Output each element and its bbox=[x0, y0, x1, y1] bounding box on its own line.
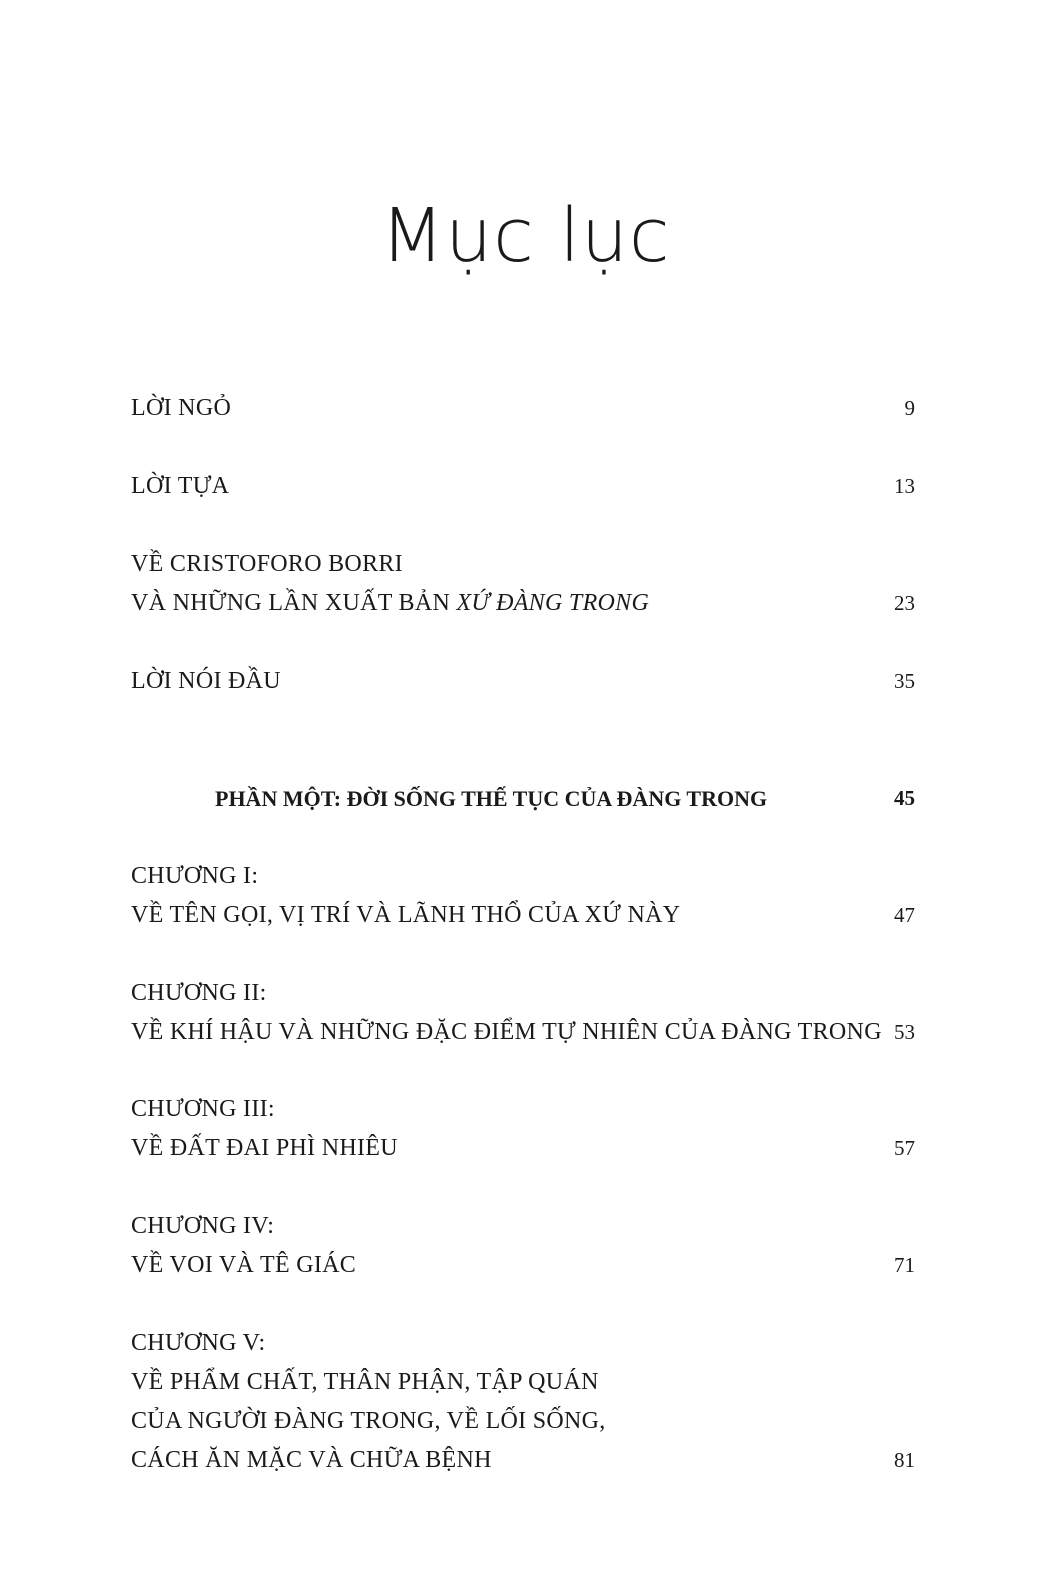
toc-entry-title: LỜI NÓI ĐẦU bbox=[131, 668, 281, 694]
toc-chapter-1[interactable] bbox=[131, 857, 915, 935]
toc-page-number: 57 bbox=[894, 1136, 915, 1160]
part-one-page-number: 45 bbox=[894, 786, 915, 810]
toc-page-number: 47 bbox=[894, 903, 915, 927]
chapter-title: VỀ TÊN GỌI, VỊ TRÍ VÀ LÃNH THỔ CỦA XỨ NÀY bbox=[131, 902, 681, 928]
chapter-title-continued: CỦA NGƯỜI ĐÀNG TRONG, VỀ LỐI SỐNG, bbox=[131, 1408, 606, 1434]
toc-entry-subtitle bbox=[131, 584, 915, 623]
toc-entry-title: LỜI TỰA bbox=[131, 473, 230, 499]
toc-entry-loi-noi-dau[interactable] bbox=[131, 662, 915, 701]
toc-entry-ve-cristoforo-borri[interactable] bbox=[131, 545, 915, 623]
chapter-title: VỀ ĐẤT ĐAI PHÌ NHIÊU bbox=[131, 1135, 398, 1161]
toc-chapter-3[interactable] bbox=[131, 1090, 915, 1168]
chapter-label: CHƯƠNG III: bbox=[131, 1096, 275, 1122]
toc-entry-title: LỜI NGỎ bbox=[131, 395, 232, 421]
chapter-label: CHƯƠNG IV: bbox=[131, 1213, 275, 1239]
toc-chapter-4[interactable] bbox=[131, 1207, 915, 1285]
part-one-heading[interactable]: PHẦN MỘT: ĐỜI SỐNG THẾ TỤC CỦA ĐÀNG TRONG bbox=[215, 786, 768, 811]
chapter-title-continued: CÁCH ĂN MẶC VÀ CHỮA BỆNH bbox=[131, 1447, 492, 1473]
toc-entry-subtitle-text: VÀ NHỮNG LẦN XUẤT BẢN bbox=[131, 590, 457, 616]
toc-chapter-5[interactable] bbox=[131, 1324, 915, 1480]
toc-page-number: 71 bbox=[894, 1253, 915, 1277]
toc-page-number: 9 bbox=[904, 396, 915, 420]
chapter-label: CHƯƠNG II: bbox=[131, 980, 267, 1006]
toc-page-number: 13 bbox=[894, 474, 915, 498]
chapter-title: VỀ PHẨM CHẤT, THÂN PHẬN, TẬP QUÁN bbox=[131, 1369, 599, 1395]
toc-page-number: 53 bbox=[894, 1020, 915, 1044]
chapter-title: VỀ KHÍ HẬU VÀ NHỮNG ĐẶC ĐIỂM TỰ NHIÊN CỦA ĐÀNG TRONG bbox=[131, 1019, 882, 1045]
toc-page-number: 35 bbox=[894, 669, 915, 693]
page-title: Mục lục bbox=[380, 193, 671, 279]
toc-entry-loi-tua[interactable] bbox=[131, 467, 915, 506]
toc-entry-book-title: XỨ ĐÀNG TRONG bbox=[456, 590, 650, 616]
chapter-label: CHƯƠNG V: bbox=[131, 1330, 266, 1356]
toc-chapter-2[interactable] bbox=[131, 974, 915, 1052]
toc-page-number: 23 bbox=[894, 591, 915, 615]
toc-entry-loi-ngo[interactable] bbox=[131, 389, 915, 428]
toc-page-number: 81 bbox=[894, 1448, 915, 1472]
chapter-title: VỀ VOI VÀ TÊ GIÁC bbox=[131, 1252, 357, 1278]
toc-entry-title: VỀ CRISTOFORO BORRI bbox=[131, 551, 403, 577]
chapter-label: CHƯƠNG I: bbox=[131, 863, 259, 889]
